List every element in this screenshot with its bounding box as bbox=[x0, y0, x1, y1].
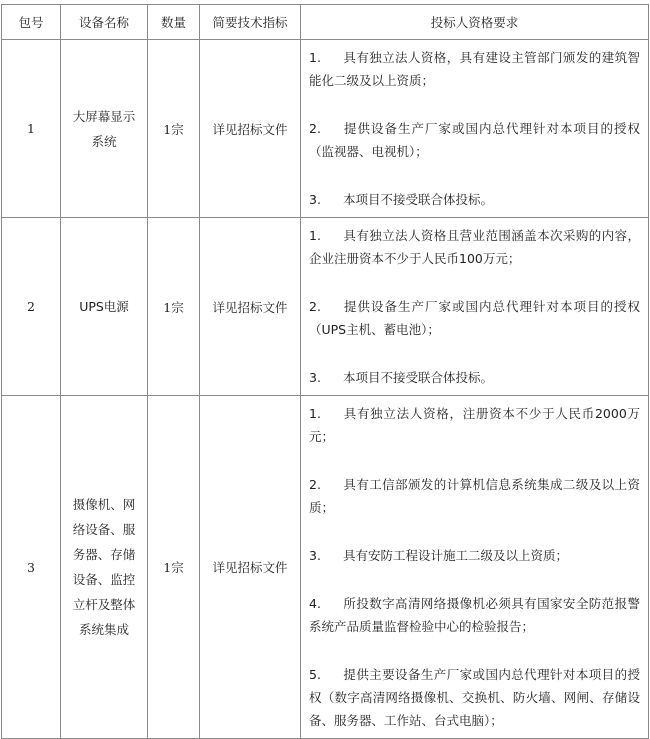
requirement-item: 1. 具有独立法人资格，注册资本不少于人民币2000万元； bbox=[309, 406, 640, 444]
package-no: 3 bbox=[2, 396, 61, 739]
table-row bbox=[2, 396, 649, 739]
bid-table bbox=[1, 4, 649, 739]
requirement-item: 3. 具有安防工程设计施工二级及以上资质； bbox=[309, 548, 569, 563]
quantity: 1宗 bbox=[148, 396, 200, 739]
requirement-item: 4. 所投数字高清网络摄像机必须具有国家安全防范报警系统产品质量监督检验中心的检验报告； bbox=[309, 596, 640, 634]
header-package-no: 包号 bbox=[2, 5, 61, 40]
requirement-item: 3. 本项目不接受联合体投标。 bbox=[309, 370, 494, 385]
header-requirements: 投标人资格要求 bbox=[301, 5, 649, 40]
requirement-item: 3. 本项目不接受联合体投标。 bbox=[309, 192, 494, 207]
requirement-item: 5. 提供主要设备生产厂家或国内总代理针对本项目的授权（数字高清网络摄像机、交换机、防火墙、网闸、存储设备、服务器、工作站、台式电脑）； bbox=[309, 667, 640, 728]
table-row bbox=[2, 218, 649, 396]
spec: 详见招标文件 bbox=[200, 396, 301, 739]
table-header bbox=[2, 5, 649, 40]
header-spec: 简要技术指标 bbox=[200, 5, 301, 40]
header-quantity: 数量 bbox=[148, 5, 200, 40]
package-no: 2 bbox=[2, 218, 61, 396]
requirement-item: 2. 具有工信部颁发的计算机信息系统集成二级及以上资质； bbox=[309, 477, 640, 515]
spec: 详见招标文件 bbox=[200, 40, 301, 218]
header-row bbox=[2, 5, 649, 40]
device-name: UPS电源 bbox=[61, 218, 148, 396]
requirement-item: 2. 提供设备生产厂家或国内总代理针对本项目的授权（监视器、电视机）； bbox=[309, 121, 640, 159]
device-name: 摄像机、网络设备、服务器、存储设备、监控立杆及整体系统集成 bbox=[61, 396, 148, 739]
requirements bbox=[301, 396, 649, 739]
device-name: 大屏幕显示系统 bbox=[61, 40, 148, 218]
requirement-item: 1. 具有独立法人资格且营业范围涵盖本次采购的内容，企业注册资本不少于人民币100万元； bbox=[309, 228, 640, 266]
requirement-item: 2. 提供设备生产厂家或国内总代理针对本项目的授权（UPS主机、蓄电池）； bbox=[309, 299, 640, 337]
spec: 详见招标文件 bbox=[200, 218, 301, 396]
requirement-item: 1. 具有独立法人资格，具有建设主管部门颁发的建筑智能化二级及以上资质； bbox=[309, 50, 640, 88]
quantity: 1宗 bbox=[148, 40, 200, 218]
package-no: 1 bbox=[2, 40, 61, 218]
quantity: 1宗 bbox=[148, 218, 200, 396]
header-device-name: 设备名称 bbox=[61, 5, 148, 40]
requirements bbox=[301, 218, 649, 396]
table-row bbox=[2, 40, 649, 218]
requirements bbox=[301, 40, 649, 218]
